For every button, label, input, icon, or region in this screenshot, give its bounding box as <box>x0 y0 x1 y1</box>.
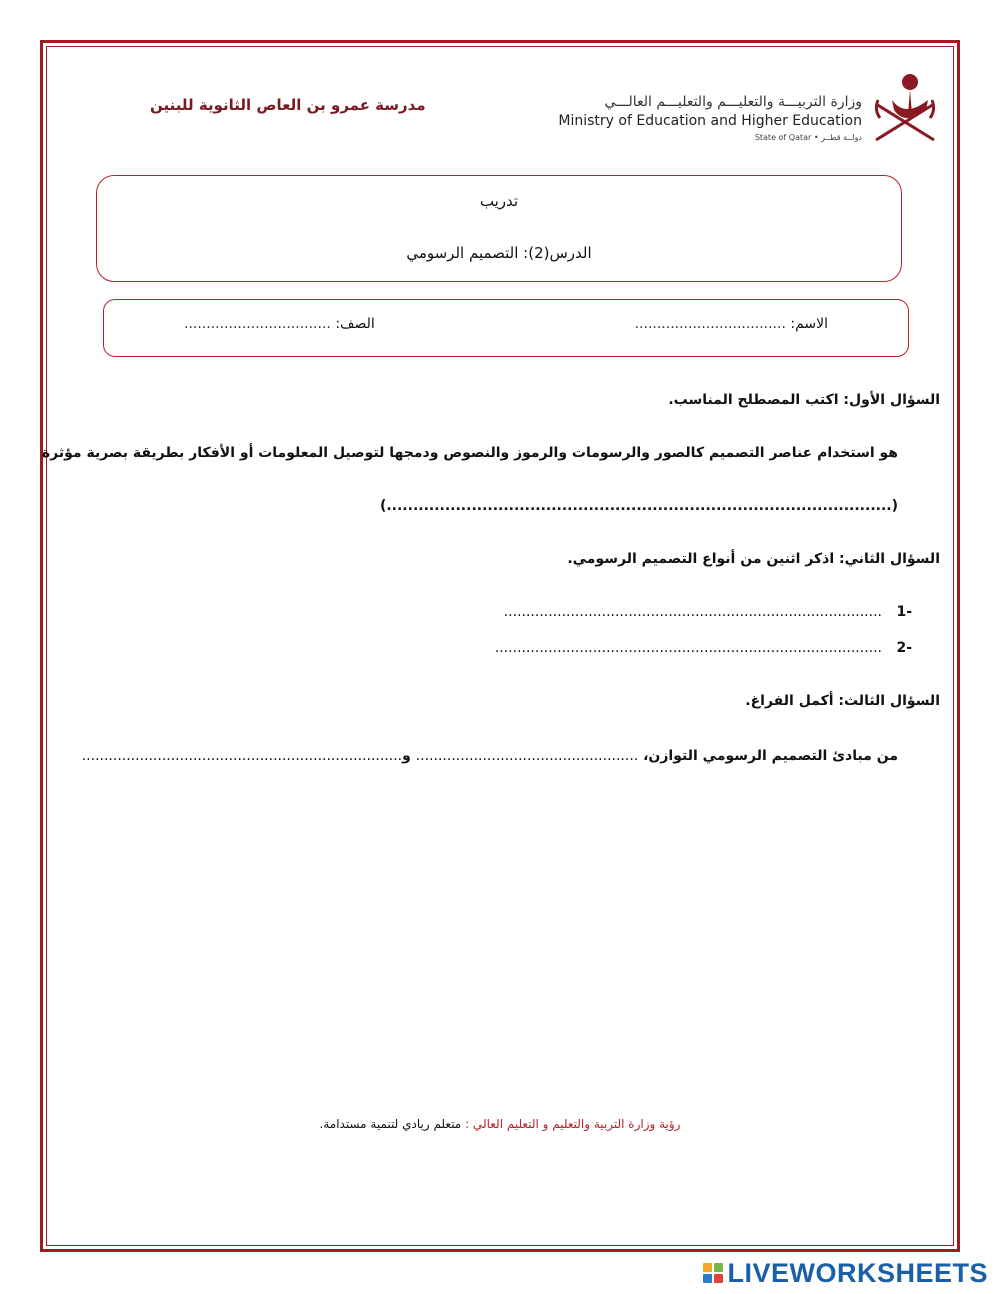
question-3-blank-2[interactable]: ........................................................................ <box>81 748 403 764</box>
ministry-name-english: Ministry of Education and Higher Education <box>558 113 862 129</box>
name-blank[interactable]: .................................. <box>634 316 786 332</box>
vision-text: متعلم ريادي لتنمية مستدامة. <box>319 1117 462 1131</box>
lesson-title-box <box>96 175 902 282</box>
question-2-item-2-number: -2 <box>896 640 912 656</box>
student-class-field[interactable] <box>184 316 375 332</box>
question-3-blank-1[interactable]: .................................................. <box>415 748 639 764</box>
state-of-qatar: State of Qatar • دولــة قطــر <box>754 133 862 142</box>
question-1-text: هو استخدام عناصر التصميم كالصور والرسومات والرموز والنصوص ودمجها لتوصيل المعلومات أو الأفكار بطريقة بصرية مؤثرة <box>41 445 898 461</box>
liveworksheets-logo <box>703 1257 988 1288</box>
ministry-name-arabic: وزارة التربيـــة والتعليـــم والتعليـــم العالـــي <box>604 94 862 110</box>
question-3-line <box>82 748 898 764</box>
ministry-vision-footer <box>0 1117 1000 1131</box>
liveworksheets-squares-icon <box>703 1263 723 1283</box>
question-3-text: من مبادئ التصميم الرسومي التوازن، <box>643 748 898 764</box>
vision-label: رؤية وزارة التربية والتعليم و التعليم العالي : <box>465 1117 681 1131</box>
qatar-emblem-icon <box>870 70 940 144</box>
lesson-title: الدرس(2): التصميم الرسومي <box>406 244 592 262</box>
question-3-title: السؤال الثالث: أكمل الفراغ. <box>745 693 940 709</box>
liveworksheets-text: LIVEWORKSHEETS <box>727 1257 988 1288</box>
student-name-field[interactable] <box>635 316 828 332</box>
question-2-title: السؤال الثاني: اذكر اثنين من أنواع التصميم الرسومي. <box>567 551 940 567</box>
question-2-item-1-number: -1 <box>896 604 912 620</box>
question-2-item-1-blank[interactable]: ..................................................................................... <box>503 604 882 620</box>
question-1-title: السؤال الأول: اكتب المصطلح المناسب. <box>668 392 940 408</box>
name-label: الاسم: <box>790 316 828 332</box>
worksheet-type: تدريب <box>479 192 519 210</box>
question-2-item-2-blank[interactable]: ....................................................................................... <box>494 640 882 656</box>
class-blank[interactable]: ................................. <box>184 316 331 332</box>
question-1-answer-blank[interactable]: (...............................................................................................) <box>379 498 898 514</box>
student-info-box <box>103 299 909 357</box>
ministry-logo-block <box>558 70 940 150</box>
question-3-conjunction: و <box>402 748 411 764</box>
class-label: الصف: <box>335 316 375 332</box>
school-name: مدرسة عمرو بن العاص الثانوية للبنين <box>150 96 426 114</box>
